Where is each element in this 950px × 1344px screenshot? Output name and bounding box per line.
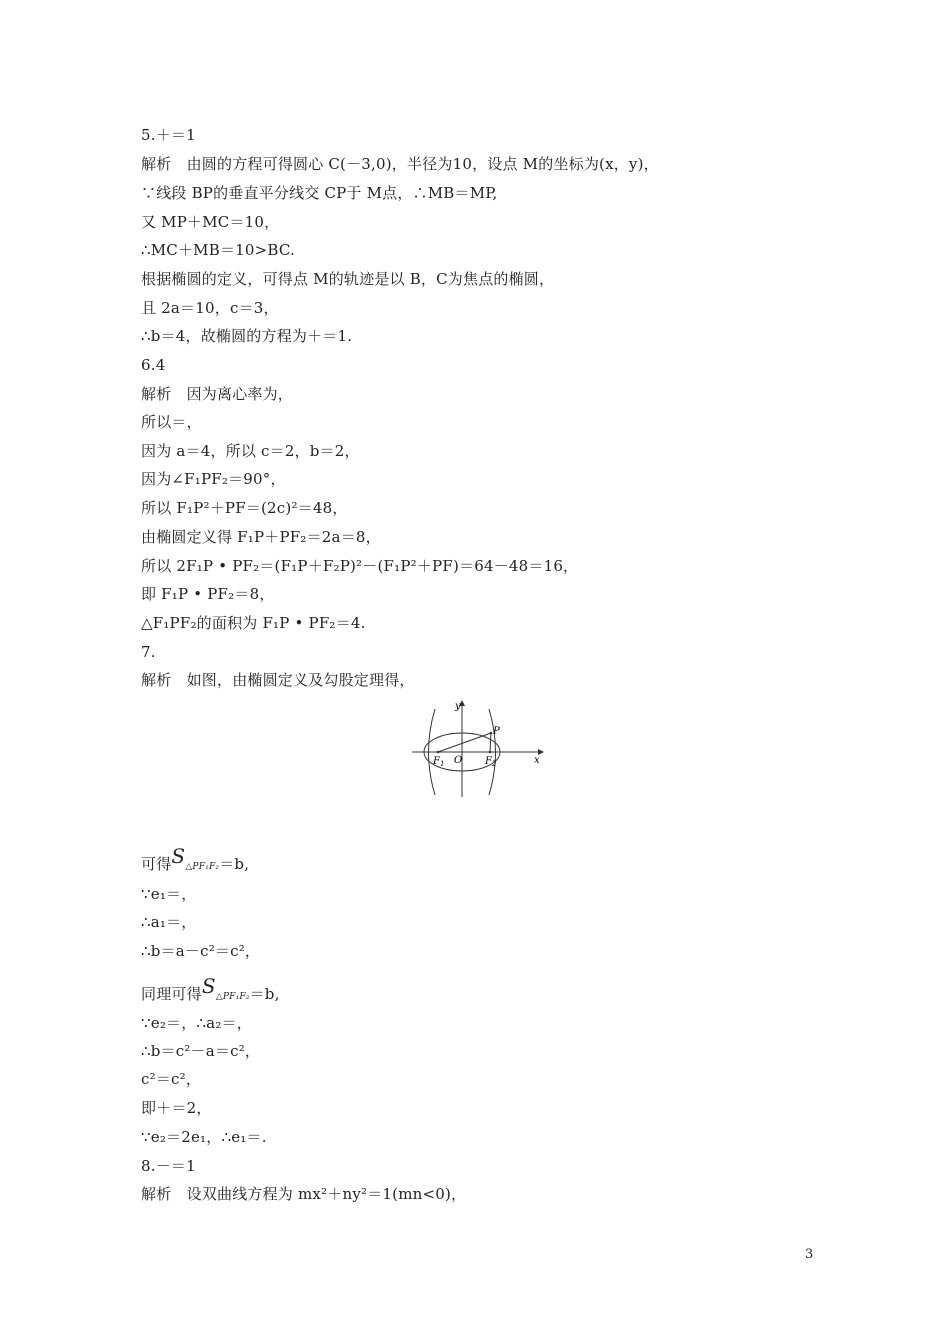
text-line: ∴b＝4，故椭圆的方程为＋＝1.: [141, 327, 353, 345]
y-axis-label: y: [455, 701, 461, 712]
text-line: 即 F₁P • PF₂＝8，: [141, 585, 275, 603]
text-segment: 可得: [141, 855, 172, 873]
text-line: 所以 F₁P²＋PF＝(2c)²＝48，: [141, 499, 348, 517]
text-segment: ＝b,: [249, 985, 280, 1003]
text-line: [141, 974, 280, 1007]
text-line: 因为∠F₁PF₂＝90°，: [141, 470, 286, 488]
focus-f2-label: $F_2$: [485, 756, 497, 768]
text-line: ∵e₁＝，: [141, 885, 197, 903]
text-line: 所以 2F₁P • PF₂＝(F₁P＋F₂P)²－(F₁P²＋PF)＝64－48＝16，: [141, 557, 579, 575]
text-line: 且 2a＝10，c＝3，: [141, 299, 279, 317]
text-line: 解析 设双曲线方程为 mx²＋ny²＝1(mn<0)，: [141, 1185, 467, 1203]
text-line: △F₁PF₂的面积为 F₁P • PF₂＝4.: [141, 614, 366, 632]
text-line: 解析 因为离心率为，: [141, 385, 294, 403]
text-segment: 同理可得: [141, 985, 202, 1003]
text-line: 根据椭圆的定义，可得点 M的轨迹是以 B，C为焦点的椭圆，: [141, 270, 555, 288]
text-line: ∵线段 BP的垂直平分线交 CP于 M点，∴MB＝MP,: [141, 184, 498, 202]
text-line: 解析 由圆的方程可得圆心 C(－3,0)，半径为10，设点 M的坐标为(x，y)，: [141, 155, 659, 173]
text-line: 8.－＝1: [141, 1157, 196, 1175]
text-line: [141, 844, 250, 877]
area-subscript: △PF₁F₂: [185, 862, 220, 872]
point-p: [490, 732, 493, 735]
x-axis-label: x: [534, 755, 540, 766]
origin-label: O: [454, 755, 463, 766]
text-line: ∵e₂＝，∴a₂＝，: [141, 1014, 252, 1032]
text-line: ∴a₁＝，: [141, 913, 197, 931]
text-line: 又 MP＋MC＝10，: [141, 213, 280, 231]
point-p-label: P: [493, 726, 500, 737]
area-symbol: S: [171, 844, 186, 868]
text-segment: ＝b,: [219, 855, 250, 873]
page-number: 3: [805, 1247, 814, 1262]
text-line: ∴b＝a－c²＝c²，: [141, 942, 261, 960]
ellipse-hyperbola-figure: [410, 697, 545, 799]
focus-f2-point: [489, 751, 492, 754]
text-line: ∵e₂＝2e₁，∴e₁＝.: [141, 1128, 267, 1146]
text-line: 解析 如图，由椭圆定义及勾股定理得，: [141, 671, 415, 689]
text-line: 由椭圆定义得 F₁P＋PF₂＝2a＝8，: [141, 528, 381, 546]
text-line: ∴MC＋MB＝10>BC.: [141, 241, 296, 259]
text-line: ∴b＝c²－a＝c²，: [141, 1042, 261, 1060]
text-line: 7.: [141, 643, 156, 661]
text-line: 即＋＝2，: [141, 1099, 212, 1117]
text-line: 6.4: [141, 356, 166, 374]
focus-f1-label: $F_1$: [433, 756, 445, 768]
text-line: 因为 a＝4，所以 c＝2，b＝2，: [141, 442, 360, 460]
text-line: 所以＝，: [141, 413, 202, 431]
text-line: 5.＋＝1: [141, 126, 196, 144]
area-symbol: S: [201, 974, 216, 998]
text-line: c²＝c²，: [141, 1070, 202, 1088]
area-subscript: △PF₁F₂: [215, 992, 250, 1002]
segment-f1-p: [438, 733, 491, 752]
segment-p-f2: [490, 733, 491, 752]
focus-f1-point: [437, 751, 440, 754]
